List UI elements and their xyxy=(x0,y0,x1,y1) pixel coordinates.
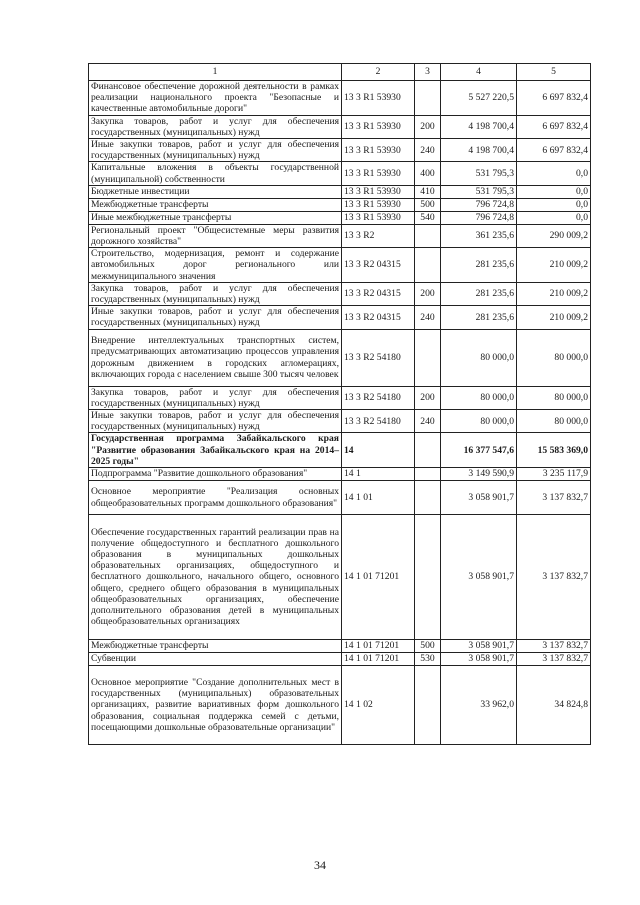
row-vr xyxy=(415,481,441,515)
row-name: Закупка товаров, работ и услуг для обеспечения государственных (муниципальных) нужд xyxy=(89,115,342,138)
page-number: 34 xyxy=(314,858,326,872)
row-code: 14 1 01 71201 xyxy=(342,515,415,640)
row-vr xyxy=(415,666,441,745)
table-row xyxy=(89,468,591,481)
row-sum-2022: 80 000,0 xyxy=(517,410,591,433)
row-sum-2022: 3 137 832,7 xyxy=(517,653,591,666)
table-row xyxy=(89,162,591,185)
table-row xyxy=(89,185,591,198)
header-row xyxy=(89,64,591,81)
row-name: Иные межбюджетные трансферты xyxy=(89,211,342,224)
row-name: Бюджетные инвестиции xyxy=(89,185,342,198)
row-sum-2021: 3 058 901,7 xyxy=(441,481,517,515)
row-sum-2022: 6 697 832,4 xyxy=(517,139,591,162)
row-name: Межбюджетные трансферты xyxy=(89,198,342,211)
row-vr: 500 xyxy=(415,198,441,211)
row-sum-2021: 5 527 220,5 xyxy=(441,81,517,116)
row-sum-2022: 6 697 832,4 xyxy=(517,81,591,116)
row-name: Иные закупки товаров, работ и услуг для обеспечения государственных (муниципальных) нужд xyxy=(89,306,342,329)
row-sum-2021: 531 795,3 xyxy=(441,162,517,185)
row-code: 13 3 R1 53930 xyxy=(342,81,415,116)
header-col-2: 2 xyxy=(342,64,415,81)
row-vr xyxy=(415,433,441,468)
row-vr xyxy=(415,248,441,283)
row-name: Основное мероприятие "Реализация основных общеобразовательных программ дошкольного образования" xyxy=(89,481,342,515)
table-row xyxy=(89,81,591,116)
table-row xyxy=(89,386,591,409)
row-vr: 200 xyxy=(415,282,441,305)
row-sum-2021: 4 198 700,4 xyxy=(441,115,517,138)
table-row-program xyxy=(89,433,591,468)
row-sum-2021: 361 235,6 xyxy=(441,224,517,247)
table-row xyxy=(89,115,591,138)
row-code: 13 3 R1 53930 xyxy=(342,185,415,198)
row-sum-2022: 3 137 832,7 xyxy=(517,515,591,640)
row-code: 13 3 R2 54180 xyxy=(342,329,415,386)
row-sum-2021: 80 000,0 xyxy=(441,386,517,409)
table-row xyxy=(89,515,591,640)
row-name: Финансовое обеспечение дорожной деятельности в рамках реализации национального проекта "Безопасные и качественные автомобильные дороги" xyxy=(89,81,342,116)
row-sum-2021: 4 198 700,4 xyxy=(441,139,517,162)
row-sum-2022: 0,0 xyxy=(517,211,591,224)
table-row xyxy=(89,139,591,162)
row-code: 14 1 02 xyxy=(342,666,415,745)
row-name: Закупка товаров, работ и услуг для обеспечения государственных (муниципальных) нужд xyxy=(89,386,342,409)
row-name: Капитальные вложения в объекты государственной (муниципальной) собственности xyxy=(89,162,342,185)
row-sum-2021: 796 724,8 xyxy=(441,211,517,224)
table-row xyxy=(89,224,591,247)
row-sum-2022: 210 009,2 xyxy=(517,282,591,305)
header-col-3: 3 xyxy=(415,64,441,81)
table-row xyxy=(89,198,591,211)
row-code: 13 3 R2 54180 xyxy=(342,386,415,409)
row-vr: 200 xyxy=(415,386,441,409)
row-name: Иные закупки товаров, работ и услуг для обеспечения государственных (муниципальных) нужд xyxy=(89,139,342,162)
header-col-5: 5 xyxy=(517,64,591,81)
row-sum-2022: 6 697 832,4 xyxy=(517,115,591,138)
row-sum-2022: 210 009,2 xyxy=(517,248,591,283)
row-sum-2022: 3 235 117,9 xyxy=(517,468,591,481)
row-sum-2021: 281 235,6 xyxy=(441,282,517,305)
row-sum-2021: 531 795,3 xyxy=(441,185,517,198)
row-vr: 540 xyxy=(415,211,441,224)
row-vr: 500 xyxy=(415,640,441,653)
row-name: Субвенции xyxy=(89,653,342,666)
row-sum-2022: 210 009,2 xyxy=(517,306,591,329)
row-name: Строительство, модернизация, ремонт и содержание автомобильных дорог регионального или межмуниципального значения xyxy=(89,248,342,283)
row-sum-2021: 80 000,0 xyxy=(441,410,517,433)
row-vr: 240 xyxy=(415,139,441,162)
row-sum-2022: 80 000,0 xyxy=(517,386,591,409)
row-code: 13 3 R2 04315 xyxy=(342,282,415,305)
row-sum-2022: 80 000,0 xyxy=(517,329,591,386)
row-sum-2022: 290 009,2 xyxy=(517,224,591,247)
row-code: 13 3 R1 53930 xyxy=(342,139,415,162)
row-sum-2021: 33 962,0 xyxy=(441,666,517,745)
table-row xyxy=(89,666,591,745)
row-vr xyxy=(415,515,441,640)
row-code: 13 3 R2 xyxy=(342,224,415,247)
table-row xyxy=(89,640,591,653)
row-name: Межбюджетные трансферты xyxy=(89,640,342,653)
row-sum-2021: 3 149 590,9 xyxy=(441,468,517,481)
row-sum-2022: 0,0 xyxy=(517,198,591,211)
row-sum-2022: 15 583 369,0 xyxy=(517,433,591,468)
row-code: 14 1 01 71201 xyxy=(342,653,415,666)
row-name: Иные закупки товаров, работ и услуг для обеспечения государственных (муниципальных) нужд xyxy=(89,410,342,433)
row-sum-2022: 3 137 832,7 xyxy=(517,640,591,653)
row-sum-2021: 281 235,6 xyxy=(441,248,517,283)
table-row xyxy=(89,211,591,224)
row-vr: 240 xyxy=(415,306,441,329)
row-code: 13 3 R2 04315 xyxy=(342,248,415,283)
row-vr: 410 xyxy=(415,185,441,198)
row-name: Закупка товаров, работ и услуг для обеспечения государственных (муниципальных) нужд xyxy=(89,282,342,305)
table-row xyxy=(89,248,591,283)
table-row xyxy=(89,410,591,433)
row-vr xyxy=(415,224,441,247)
row-sum-2022: 3 137 832,7 xyxy=(517,481,591,515)
row-name: Основное мероприятие "Создание дополнительных мест в государственных (муниципальных) образовательных организациях, развитие вариативных форм дошкольного образования, социальная поддержка семей с детьми, посещающими дошкольные образовательные организации" xyxy=(89,666,342,745)
row-sum-2022: 34 824,8 xyxy=(517,666,591,745)
row-name: Обеспечение государственных гарантий реализации прав на получение общедоступного и бесплатного дошкольного образования в муниципальных дошкольных образовательных организациях, общедоступного и бесплатного дошкольного, начального общего, основного общего, среднего общего образования в муниципальных общеобразовательных организациях, обеспечение дополнительного образования детей в муниципальных общеобразовательных организациях xyxy=(89,515,342,640)
row-vr: 530 xyxy=(415,653,441,666)
budget-table xyxy=(88,63,591,745)
row-code: 14 1 xyxy=(342,468,415,481)
row-vr: 400 xyxy=(415,162,441,185)
table-row xyxy=(89,481,591,515)
row-vr: 240 xyxy=(415,410,441,433)
row-vr xyxy=(415,329,441,386)
row-code: 13 3 R1 53930 xyxy=(342,115,415,138)
table-row xyxy=(89,653,591,666)
row-sum-2021: 3 058 901,7 xyxy=(441,653,517,666)
row-code: 13 3 R2 04315 xyxy=(342,306,415,329)
row-code: 13 3 R2 54180 xyxy=(342,410,415,433)
row-code: 14 1 01 71201 xyxy=(342,640,415,653)
row-code: 14 1 01 xyxy=(342,481,415,515)
row-vr xyxy=(415,468,441,481)
header-col-1: 1 xyxy=(89,64,342,81)
row-sum-2021: 281 235,6 xyxy=(441,306,517,329)
row-code: 13 3 R1 53930 xyxy=(342,162,415,185)
row-name: Внедрение интеллектуальных транспортных систем, предусматривающих автоматизацию процессов управления дорожным движением в городских агломерациях, включающих города с населением свыше 300 тысяч человек xyxy=(89,329,342,386)
row-sum-2022: 0,0 xyxy=(517,185,591,198)
row-sum-2021: 796 724,8 xyxy=(441,198,517,211)
row-name: Государственная программа Забайкальского края "Развитие образования Забайкальского края на 2014–2025 годы" xyxy=(89,433,342,468)
row-sum-2022: 0,0 xyxy=(517,162,591,185)
row-name: Подпрограмма "Развитие дошкольного образования" xyxy=(89,468,342,481)
table-row xyxy=(89,329,591,386)
row-code: 13 3 R1 53930 xyxy=(342,198,415,211)
row-vr: 200 xyxy=(415,115,441,138)
row-sum-2021: 16 377 547,6 xyxy=(441,433,517,468)
header-col-4: 4 xyxy=(441,64,517,81)
row-sum-2021: 80 000,0 xyxy=(441,329,517,386)
row-name: Региональный проект "Общесистемные меры развития дорожного хозяйства" xyxy=(89,224,342,247)
row-sum-2021: 3 058 901,7 xyxy=(441,640,517,653)
row-code: 14 xyxy=(342,433,415,468)
table-row xyxy=(89,306,591,329)
row-code: 13 3 R1 53930 xyxy=(342,211,415,224)
table-row xyxy=(89,282,591,305)
row-sum-2021: 3 058 901,7 xyxy=(441,515,517,640)
row-vr xyxy=(415,81,441,116)
